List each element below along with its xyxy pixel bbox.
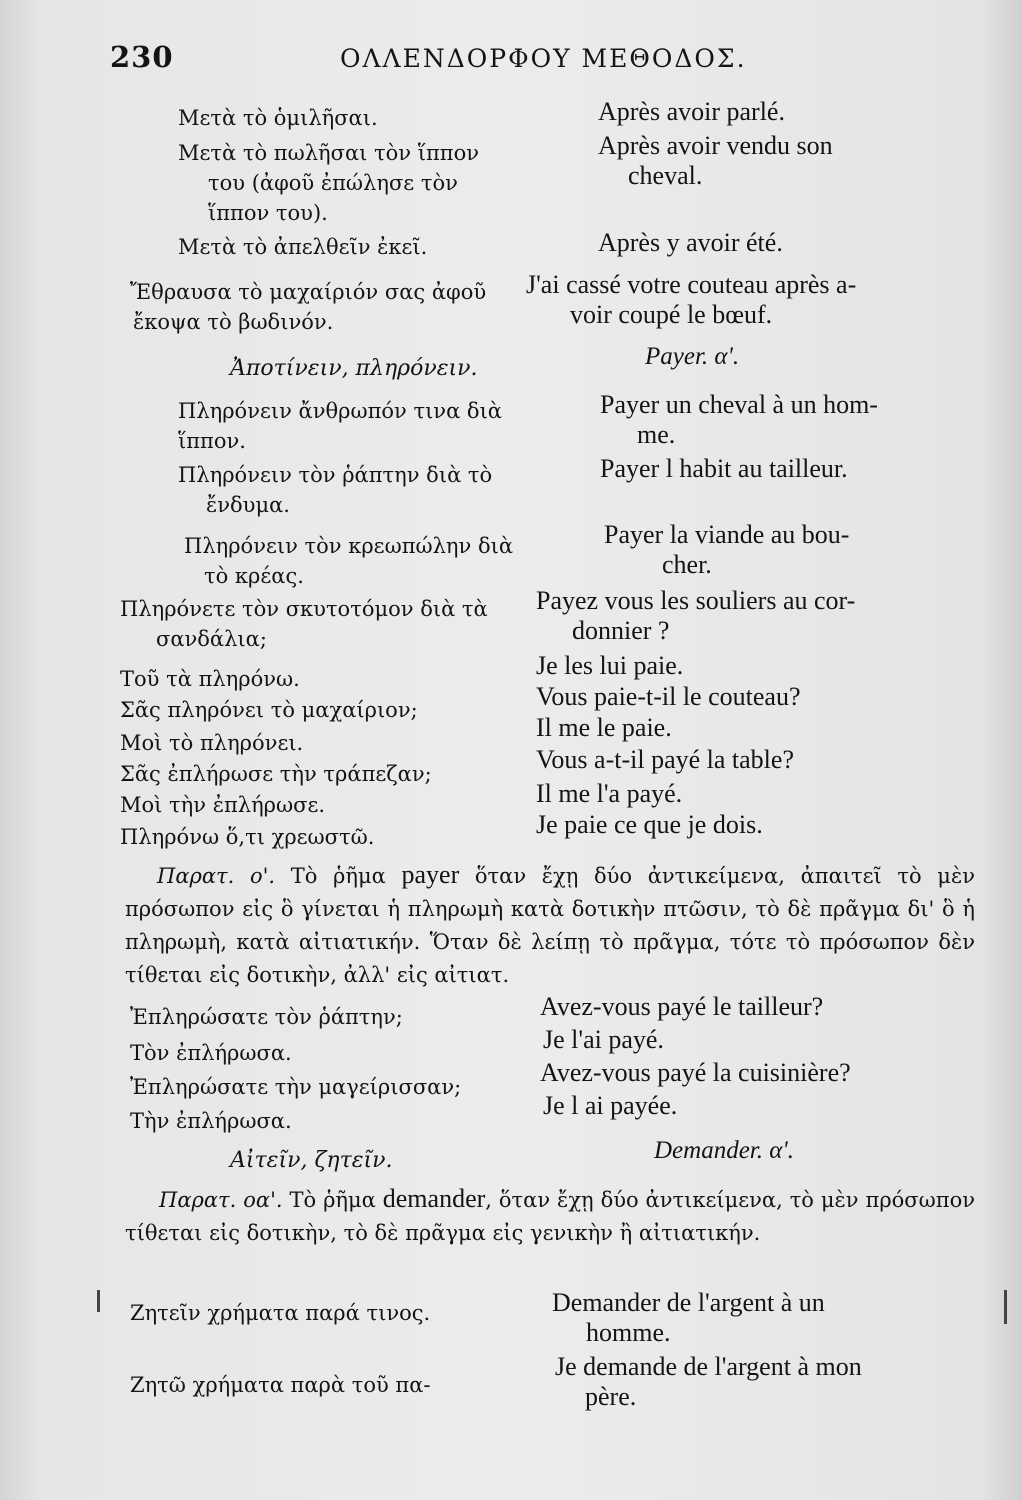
note-label: Παρατ. ο'.	[157, 864, 276, 888]
note-text: Τὸ ῥῆμα	[275, 864, 402, 888]
greek-phrase: Τὴν ἐπλήρωσα.	[130, 1109, 292, 1133]
greek-phrase: Ἐπληρώσατε τὸν ῥάπτην;	[130, 1005, 403, 1029]
greek-phrase: Σᾶς πληρόνει τὸ μαχαίριον;	[120, 698, 418, 722]
note-text: , ὅταν ἔχῃ δύο ἀντικείμενα, τὸ μὲν πρόσωπον τίθεται εἰς δοτικὴν, τὸ δὲ πρᾶγμα εἰς γενικὴν ἢ αἰτιατικήν.	[125, 1188, 975, 1245]
greek-phrase: Ζητῶ χρήματα παρὰ τοῦ πα-	[130, 1373, 431, 1397]
french-phrase: Après y avoir été.	[598, 228, 783, 257]
greek-phrase: Πληρόνω ὅ,τι χρεωστῶ.	[120, 825, 375, 849]
french-phrase: Je paie ce que je dois.	[536, 810, 763, 839]
grammar-note	[125, 1182, 975, 1250]
greek-phrase: Μοὶ τὴν ἐπλήρωσε.	[120, 793, 326, 817]
french-phrase: Après avoir parlé.	[598, 97, 785, 126]
note-text: Τὸ ῥῆμα	[282, 1188, 383, 1212]
greek-phrase: Ζητεῖν χρήματα παρά τινος.	[130, 1301, 431, 1325]
greek-phrase: Πληρόνειν τὸν κρεωπώλην διὰ τὸ κρέας.	[184, 534, 514, 588]
greek-phrase: Ἔθραυσα τὸ μαχαίριόν σας ἀφοῦ ἔκοψα τὸ βωδινόν.	[130, 280, 487, 334]
french-phrase: Demander de l'argent à un homme.	[552, 1288, 825, 1347]
french-phrase: Il me le paie.	[536, 713, 672, 742]
french-phrase: Payer la viande au bou- cher.	[604, 520, 850, 579]
french-phrase: Avez-vous payé le tailleur?	[540, 992, 824, 1021]
note-keyword: demander	[382, 1184, 486, 1213]
note-keyword: payer	[401, 860, 460, 889]
section-heading-french: Payer. α'.	[645, 343, 740, 370]
french-phrase: Vous a-t-il payé la table?	[536, 745, 794, 774]
greek-phrase: Πληρόνετε τὸν σκυτοτόμον διὰ τὰ σανδάλια;	[120, 597, 488, 651]
french-phrase: Après avoir vendu son cheval.	[598, 131, 833, 190]
greek-phrase: Μοὶ τὸ πληρόνει.	[120, 731, 304, 755]
french-phrase: Il me l'a payé.	[536, 779, 683, 808]
greek-phrase: Πληρόνειν ἄνθρωπόν τινα διὰ ἵππον.	[178, 399, 502, 453]
french-phrase: Vous paie-t-il le couteau?	[536, 682, 801, 711]
french-phrase: J'ai cassé votre couteau après a- voir coupé le bœuf.	[526, 270, 857, 329]
greek-phrase: Ἐπληρώσατε τὴν μαγείρισσαν;	[130, 1075, 462, 1099]
french-phrase: Payez vous les souliers au cor- donnier ?	[536, 586, 856, 645]
french-phrase: Je l ai payée.	[543, 1091, 678, 1120]
section-heading-greek: Αἰτεῖν, ζητεῖν.	[230, 1148, 393, 1173]
greek-phrase: Μετὰ τὸ ἀπελθεῖν ἐκεῖ.	[178, 235, 428, 259]
page-number: 230	[110, 40, 174, 74]
french-phrase: Je les lui paie.	[536, 651, 684, 680]
greek-phrase: Σᾶς ἐπλήρωσε τὴν τράπεζαν;	[120, 762, 432, 786]
greek-phrase: Μετὰ τὸ ὁμιλῆσαι.	[178, 106, 378, 130]
greek-phrase: Μετὰ τὸ πωλῆσαι τὸν ἵππον του (ἀφοῦ ἐπώλησε τὸν ἵππον του).	[178, 141, 479, 225]
french-phrase: Je l'ai payé.	[543, 1025, 664, 1054]
greek-phrase: Πληρόνειν τὸν ῥάπτην διὰ τὸ ἔνδυμα.	[178, 463, 493, 517]
note-label: Παρατ. οα'.	[159, 1188, 283, 1212]
greek-phrase: Τοῦ τὰ πληρόνω.	[120, 667, 300, 691]
french-phrase: Avez-vous payé la cuisinière?	[540, 1058, 851, 1087]
margin-mark	[1004, 1290, 1007, 1324]
french-phrase: Payer l habit au tailleur.	[600, 454, 848, 483]
margin-mark	[97, 1290, 100, 1312]
note-text: ὅταν ἔχῃ δύο ἀντικείμενα, ἀπαιτεῖ τὸ μὲν πρόσωπον εἰς ὃ γίνεται ἡ πληρωμὴ κατὰ δοτικὴν πτῶσιν, τὸ δὲ πρᾶγμα δι' ὃ ἡ πληρωμὴ, κατὰ αἰτιατικήν. Ὅταν δὲ λείπῃ τὸ πρᾶγμα, τότε τὸ πρόσωπον δὲν τίθεται εἰς δοτικὴν, ἀλλ' εἰς αἰτιατ.	[125, 864, 975, 987]
french-phrase: Je demande de l'argent à mon père.	[555, 1352, 862, 1411]
greek-phrase: Τὸν ἐπλήρωσα.	[130, 1041, 292, 1065]
grammar-note	[125, 858, 975, 992]
section-heading-french: Demander. α'.	[654, 1137, 794, 1164]
running-title: ΟΛΛΕΝΔΟΡΦΟΥ ΜΕΘΟΔΟΣ.	[340, 44, 747, 73]
section-heading-greek: Ἀποτίνειν, πληρόνειν.	[230, 356, 478, 381]
french-phrase: Payer un cheval à un hom- me.	[600, 390, 878, 449]
page-header	[0, 40, 1022, 80]
